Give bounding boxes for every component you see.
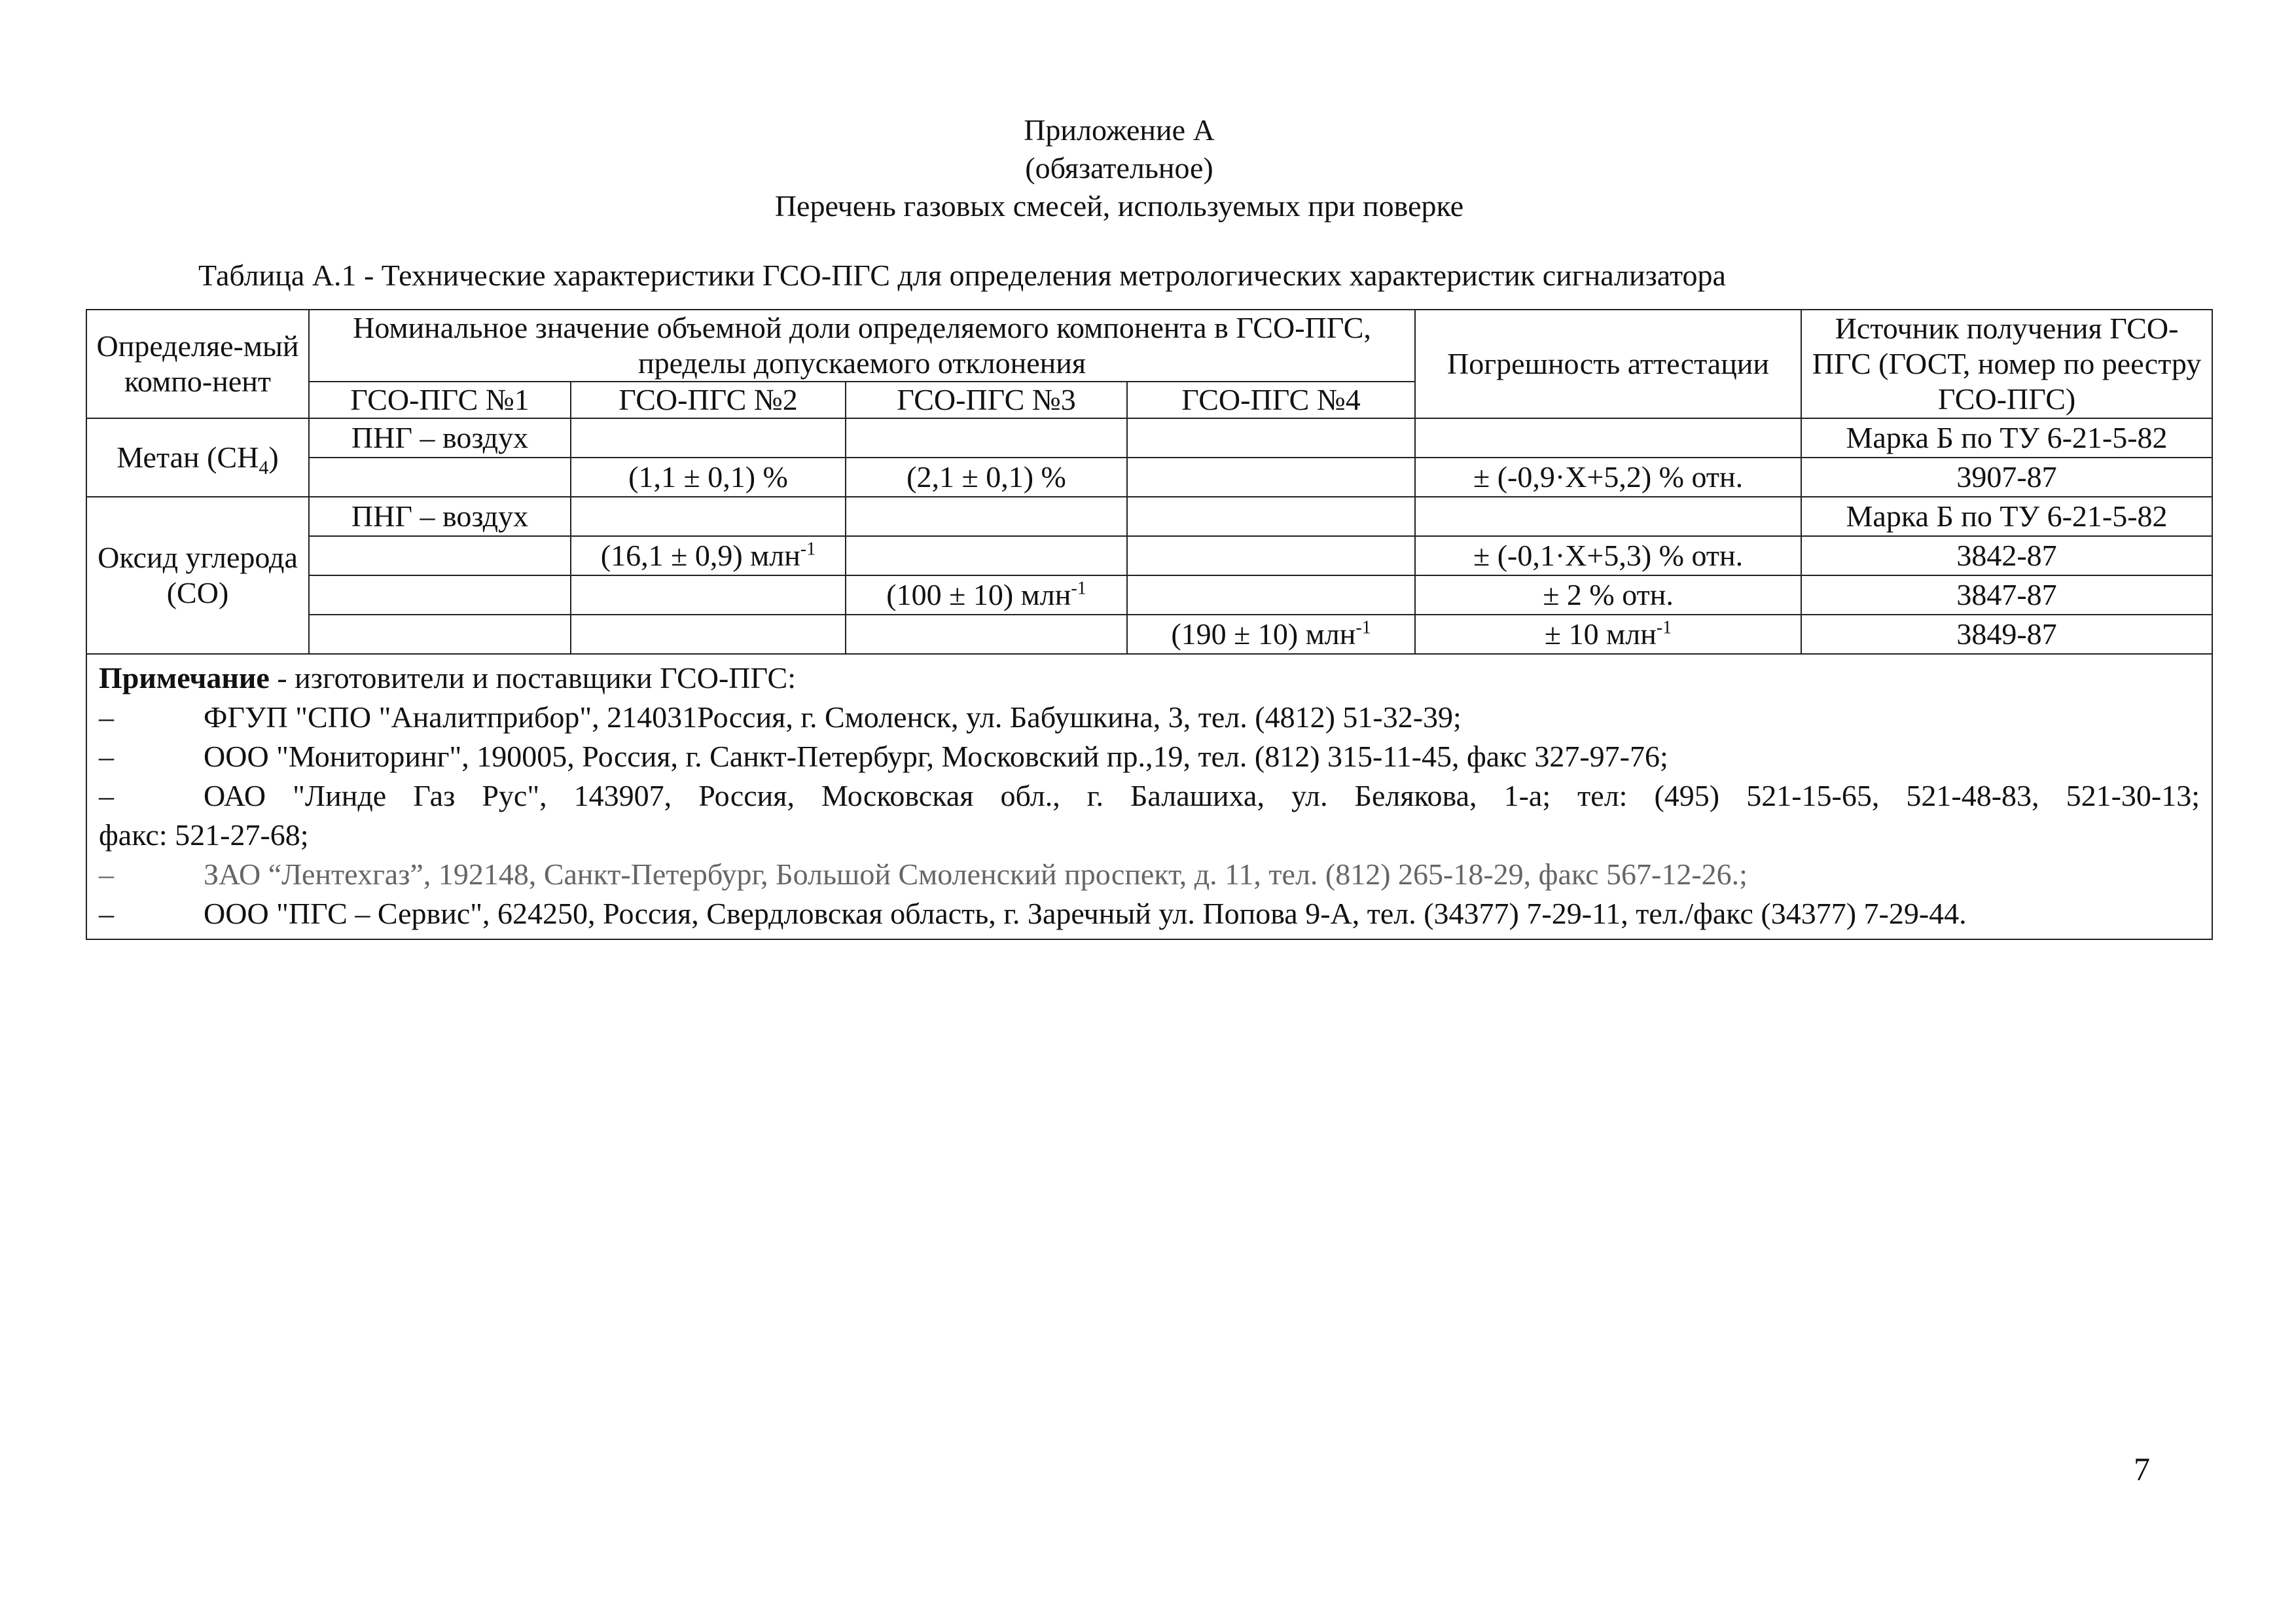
cell-gso2: (1,1 ± 0,1) % <box>571 458 846 497</box>
header-nominal: Номинальное значение объемной доли определяемого компонента в ГСО-ПГС, пределы допускаемого отклонения <box>309 310 1415 382</box>
cell-gso4 <box>1127 575 1415 615</box>
cell-gso3: (100 ± 10) млн$^{-1}$ <box>846 575 1127 615</box>
table-row <box>86 575 2212 615</box>
header-component: Определяе-мый компо-нент <box>86 310 309 418</box>
cell-source: Марка Б по ТУ 6-21-5-82 <box>1801 418 2212 458</box>
cell-gso2 <box>571 615 846 654</box>
cell-gso2 <box>571 575 846 615</box>
list-item-continuation: факс: 521-27-68; <box>99 818 309 852</box>
list-item: – ОАО "Линде Газ Рус", 143907, Россия, Московская обл., г. Балашиха, ул. Белякова, 1-а; тел: (495) 521-15-65, 521-48-83, 521-30-13; <box>99 779 2200 812</box>
cell-gso3 <box>846 418 1127 458</box>
component-co: Оксид углерода (СО) <box>86 497 309 654</box>
table-row <box>86 497 2212 536</box>
cell-gso1: ПНГ – воздух <box>309 497 571 536</box>
cell-gso1 <box>309 536 571 575</box>
header-gso3: ГСО-ПГС №3 <box>846 382 1127 418</box>
cell-gso4: (190 ± 10) млн$^{-1}$ <box>1127 615 1415 654</box>
cell-gso3 <box>846 615 1127 654</box>
note-cell <box>86 654 2212 939</box>
cell-gso1 <box>309 458 571 497</box>
note-intro: - изготовители и поставщики ГСО-ПГС: <box>269 661 796 695</box>
header-error: Погрешность аттестации <box>1415 310 1801 418</box>
header-gso2: ГСО-ПГС №2 <box>571 382 846 418</box>
list-item: – ФГУП "СПО "Аналитприбор", 214031Россия, г. Смоленск, ул. Бабушкина, 3, тел. (4812) 51-32-39; <box>99 700 1462 734</box>
list-item: – ООО "ПГС – Сервис", 624250, Россия, Свердловская область, г. Заречный ул. Попова 9-А, тел. (34377) 7-29-11, тел./факс (34377) 7-29-44. <box>99 897 1967 930</box>
note-heading <box>99 659 2200 698</box>
table-row <box>86 615 2212 654</box>
header-gso1: ГСО-ПГС №1 <box>309 382 571 418</box>
cell-gso4 <box>1127 536 1415 575</box>
cell-gso2: (16,1 ± 0,9) млн$^{-1}$ <box>571 536 846 575</box>
cell-gso3 <box>846 497 1127 536</box>
header-gso4: ГСО-ПГС №4 <box>1127 382 1415 418</box>
cell-gso1: ПНГ – воздух <box>309 418 571 458</box>
header-source: Источник получения ГСО-ПГС (ГОСТ, номер по реестру ГСО-ПГС) <box>1801 310 2212 418</box>
cell-gso3: (2,1 ± 0,1) % <box>846 458 1127 497</box>
cell-error <box>1415 497 1801 536</box>
appendix-title: Приложение А <box>1024 113 1215 147</box>
cell-gso2 <box>571 497 846 536</box>
note-row <box>86 654 2212 939</box>
cell-error: ± (-0,9·Х+5,2) % отн. <box>1415 458 1801 497</box>
list-item: – ЗАО “Лентехгаз”, 192148, Санкт-Петербург, Большой Смоленский проспект, д. 11, тел. (812) 265-18-29, факс 567-12-26.; <box>99 857 1748 891</box>
cell-error: ± (-0,1·Х+5,3) % отн. <box>1415 536 1801 575</box>
cell-gso3 <box>846 536 1127 575</box>
cell-source: 3842-87 <box>1801 536 2212 575</box>
appendix-subtitle: Перечень газовых смесей, используемых при поверке <box>774 189 1464 223</box>
gas-mixtures-table <box>86 309 2213 940</box>
table-row <box>86 458 2212 497</box>
component-methane: Метан $(СН_4)$ <box>86 418 309 497</box>
table-row <box>86 418 2212 458</box>
cell-gso4 <box>1127 497 1415 536</box>
cell-error <box>1415 418 1801 458</box>
cell-source: 3847-87 <box>1801 575 2212 615</box>
cell-gso1 <box>309 615 571 654</box>
cell-error: ± 10 млн$^{-1}$ <box>1415 615 1801 654</box>
cell-source: 3907-87 <box>1801 458 2212 497</box>
page-number: 7 <box>2134 1451 2150 1487</box>
list-item: – ООО "Мониторинг", 190005, Россия, г. Санкт-Петербург, Московский пр.,19, тел. (812) 315-11-45, факс 327-97-76; <box>99 740 1668 773</box>
table-header-row <box>86 310 2212 382</box>
note-label: Примечание <box>99 661 270 695</box>
table-row <box>86 536 2212 575</box>
table-caption: Таблица А.1 - Технические характеристики ГСО-ПГС для определения метрологических характеристик сигнализатора <box>198 259 1726 292</box>
cell-gso1 <box>309 575 571 615</box>
cell-gso2 <box>571 418 846 458</box>
cell-source: 3849-87 <box>1801 615 2212 654</box>
cell-gso4 <box>1127 458 1415 497</box>
cell-error: ± 2 % отн. <box>1415 575 1801 615</box>
cell-gso4 <box>1127 418 1415 458</box>
cell-source: Марка Б по ТУ 6-21-5-82 <box>1801 497 2212 536</box>
appendix-status: (обязательное) <box>1025 151 1213 185</box>
